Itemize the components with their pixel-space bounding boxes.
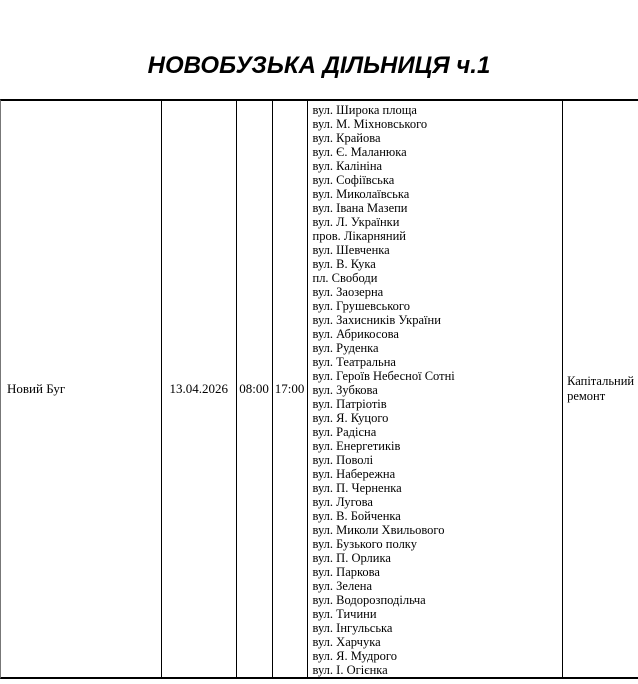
street-item: пл. Свободи bbox=[312, 271, 378, 285]
street-item: вул. В. Кука bbox=[312, 257, 376, 271]
street-item: вул. П. Черненка bbox=[312, 481, 402, 495]
page-title: НОВОБУЗЬКА ДІЛЬНИЦЯ ч.1 bbox=[147, 52, 491, 79]
cell-streets-list bbox=[308, 101, 564, 677]
street-item: вул. Миколи Хвильового bbox=[312, 523, 445, 537]
street-item: вул. Руденка bbox=[312, 341, 379, 355]
street-item: пров. Лікарняний bbox=[312, 229, 406, 243]
street-item: вул. Софіївська bbox=[312, 173, 395, 187]
street-item: вул. Водорозподільча bbox=[312, 593, 426, 607]
street-item: вул. Зелена bbox=[312, 579, 372, 593]
street-item: вул. Є. Маланюка bbox=[312, 145, 407, 159]
street-item: вул. І. Огієнка bbox=[312, 663, 388, 677]
cell-settlement bbox=[1, 101, 162, 677]
street-item: вул. Бузького полку bbox=[312, 537, 417, 551]
street-item: вул. М. Міхновського bbox=[312, 117, 428, 131]
schedule-table bbox=[0, 99, 638, 679]
street-item: вул. В. Бойченка bbox=[312, 509, 401, 523]
street-item: вул. Набережна bbox=[312, 467, 396, 481]
street-item: вул. Л. Українки bbox=[312, 215, 400, 229]
street-item: вул. Радісна bbox=[312, 425, 377, 439]
time-start: 08:00 bbox=[239, 381, 269, 396]
street-item: вул. Паркова bbox=[312, 565, 380, 579]
settlement-name: Новий Буг bbox=[7, 381, 66, 396]
street-item: вул. П. Орлика bbox=[312, 551, 391, 565]
cell-date bbox=[162, 101, 237, 677]
street-item: вул. Театральна bbox=[312, 355, 396, 369]
street-item: вул. Тичини bbox=[312, 607, 377, 621]
street-item: вул. Я. Куцого bbox=[312, 411, 389, 425]
time-end: 17:00 bbox=[274, 381, 305, 396]
work-type-label: Капітальний ремонт bbox=[567, 374, 635, 403]
outage-date: 13.04.2026 bbox=[169, 381, 228, 396]
cell-time-end bbox=[273, 101, 308, 677]
street-item: вул. Абрикосова bbox=[312, 327, 399, 341]
street-item: вул. Інгульська bbox=[312, 621, 393, 635]
street-item: вул. Калініна bbox=[312, 159, 383, 173]
cell-work-type bbox=[563, 101, 638, 677]
street-item: вул. Енергетиків bbox=[312, 439, 401, 453]
street-item: вул. Поволі bbox=[312, 453, 374, 467]
street-item: вул. Заозерна bbox=[312, 285, 384, 299]
street-item: вул. Захисників України bbox=[312, 313, 441, 327]
street-item: вул. Харчука bbox=[312, 635, 381, 649]
street-item: вул. Крайова bbox=[312, 131, 381, 145]
street-item: вул. Патріотів bbox=[312, 397, 387, 411]
street-item: вул. Грушевського bbox=[312, 299, 410, 313]
street-item: вул. Зубкова bbox=[312, 383, 378, 397]
street-item: вул. Миколаївська bbox=[312, 187, 410, 201]
street-item: вул. Героїв Небесної Сотні bbox=[312, 369, 455, 383]
street-item: вул. Шевченка bbox=[312, 243, 390, 257]
street-item: вул. Лугова bbox=[312, 495, 373, 509]
cell-time-start bbox=[237, 101, 273, 677]
street-item: вул. Я. Мудрого bbox=[312, 649, 397, 663]
street-item: вул. Івана Мазепи bbox=[312, 201, 408, 215]
street-item: вул. Широка площа bbox=[312, 103, 417, 117]
